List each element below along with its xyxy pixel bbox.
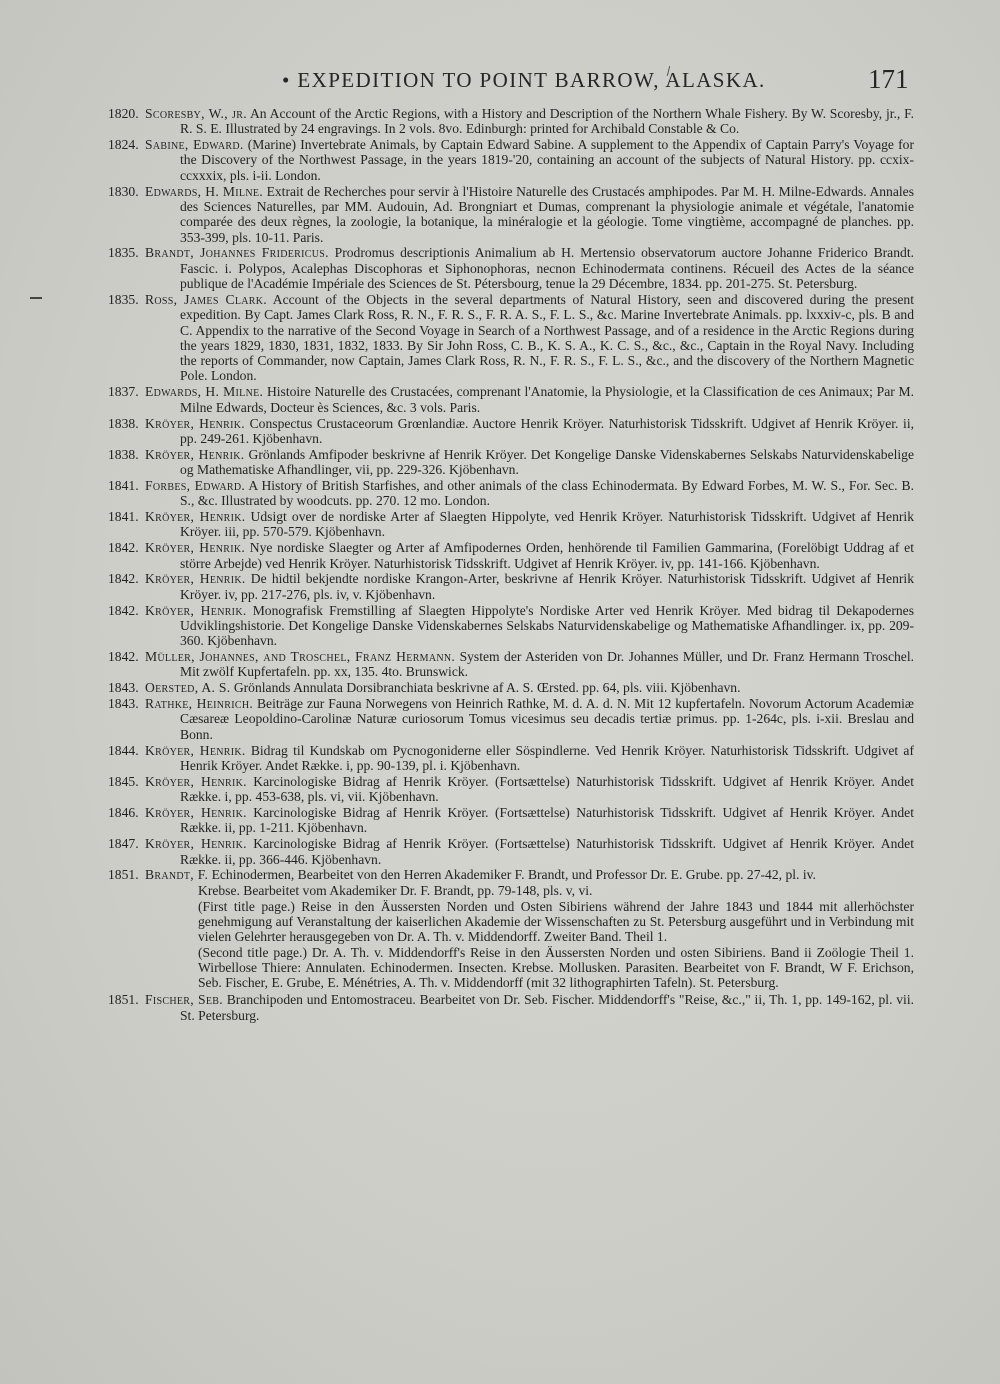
- entry-year: 1842.: [108, 571, 139, 587]
- entry-year: 1846.: [108, 805, 139, 821]
- bibliography-list: [108, 106, 914, 1024]
- entry-text: Nye nordiske Slaegter og Arter af Amfipodernes Orden, henhörende til Familien Gammarina, (Forelöbigt Uddrag af et större Arbejde) ved Henrik Kröyer. Naturhistorisk Tidsskrift. Udgivet af Henrik Kröyer. iv, pp. 141-166. Kjöbenhavn.: [180, 540, 914, 571]
- entry-author: Brandt, F.: [145, 867, 209, 883]
- page-number: 171: [868, 64, 909, 94]
- entry-year: 1847.: [108, 836, 139, 852]
- entry-container: [108, 106, 914, 883]
- entry-text: Karcinologiske Bidrag af Henrik Kröyer. (Fortsættelse) Naturhistorisk Tidsskrift. Udgivet af Henrik Kröyer. Andet Række. ii, pp. 366-446. Kjöbenhavn.: [180, 836, 914, 867]
- margin-dash: [30, 297, 42, 299]
- bibliography-entry: [108, 478, 914, 509]
- brandt-subentries: [108, 883, 914, 990]
- entry-year: 1851.: [108, 992, 139, 1008]
- entry-author: Kröyer, Henrik.: [145, 742, 246, 758]
- entry-year: 1830.: [108, 183, 139, 199]
- entry-text: (Marine) Invertebrate Animals, by Captain Edward Sabine. A supplement to the Appendix of Captain Parry's Voyage for the Discovery of the Northwest Passage, in the years 1819-'20, containing an account of the subjects of Natural History. pp. ccxix-ccxxxix, pls. i-ii. London.: [180, 137, 914, 183]
- entry-author: Rathke, Heinrich.: [145, 696, 254, 712]
- entry-author: Ross, James Clark.: [145, 291, 267, 307]
- entry-author: Kröyer, Henrik.: [145, 602, 247, 618]
- subentry-text: (Second title page.) Dr. A. Th. v. Middendorff's Reise in den Äussersten Norden und osten Sibiriens. Band ii Zoölogie Theil 1. Wirbellose Thiere: Annulaten. Echinodermen. Insecten. Krebse. Mollusken. Parasiten. Bearbeitet von F. Brandt, W F. Erichson, Seb. Fischer, E. Grube, E. Ménétries, A. Th. v. Middendorff (mit 32 lithographirten Tafeln). St. Petersburg.: [198, 944, 914, 991]
- bibliography-entry: [108, 137, 914, 183]
- entry-author: Oersted, A. S.: [145, 680, 231, 696]
- entry-year: 1845.: [108, 773, 139, 789]
- entry-author: Scoresby, W., jr.: [145, 106, 247, 121]
- bibliography-entry: [108, 416, 914, 447]
- entry-text: Grönlands Annulata Dorsibranchiata beskrivne af A. S. Œrsted. pp. 64, pls. viii. Kjöbenhavn.: [230, 680, 741, 696]
- entry-text: De hidtil bekjendte nordiske Krangon-Arter, beskrivne af Henrik Kröyer. Naturhistorisk Tidsskrift. Udgivet af Henrik Kröyer. iv, pp. 217-276, pls. iv, v. Kjöbenhavn.: [180, 571, 914, 602]
- entry-year: 1820.: [108, 106, 139, 121]
- subentry: [180, 899, 914, 945]
- entry-year: 1837.: [108, 384, 139, 400]
- entry-year: 1844.: [108, 742, 139, 758]
- entry-text: Monografisk Fremstilling af Slaegten Hippolyte's Nordiske Arter ved Henrik Kröyer. Med bidrag til Dekapodernes Udviklingshistorie. Det Kongelige Danske Videnskabernes Selskabs Naturvidenskabelige og Mathematiske Afhandlinger. ix, pp. 209-360. Kjöbenhavn.: [180, 602, 914, 649]
- bibliography-entry: [108, 680, 914, 695]
- entry-year: 1843.: [108, 696, 139, 712]
- entry-text: Karcinologiske Bidrag af Henrik Kröyer. (Fortsættelse) Naturhistorisk Tidsskrift. Udgivet af Henrik Kröyer. Andet Række. ii, pp. 1-211. Kjöbenhavn.: [180, 805, 914, 836]
- entry-author: Kröyer, Henrik.: [145, 773, 247, 789]
- entry-author: Brandt, Johannes Fridericus.: [145, 245, 329, 261]
- entry-year: 1843.: [108, 680, 139, 696]
- bibliography-entry: [108, 292, 914, 384]
- bibliography-entry: [108, 509, 914, 540]
- bibliography-entry: [108, 571, 914, 602]
- entry-text: A History of British Starfishes, and other animals of the class Echinodermata. By Edward Forbes, M. W. S., For. Sec. B. S., &c. Illustrated by woodcuts. pp. 270. 12 mo. London.: [180, 477, 914, 509]
- subentry-text: (First title page.) Reise in den Äussersten Norden und Osten Sibiriens während der Jahre 1843 und 1844 mit allerhöchster genehmigung auf Veranstaltung der kaiserlichen Akademie der Wissenschaften zu St. Petersburg ausgeführt und in Verbindung mit vielen Gelehrter herausgegeben von Dr. A. Th. v. Middendorff. Zweiter Band. Theil 1.: [198, 898, 914, 945]
- bibliography-entry: [108, 447, 914, 478]
- entry-text: Extrait de Recherches pour servir à l'Histoire Naturelle des Crustacés amphipodes. Par M. H. Milne-Edwards. Annales des Sciences Naturelles, par MM. Audouin, Ad. Brongniart et Dumas, comprenant la physiologie animale et végétale, l'anatomie comparée des deux règnes, la zoologie, la botanique, la minéralogie et la géologie. Tome vingtième, accompagné de planches. pp. 353-399, pls. 10-11. Paris.: [180, 183, 914, 245]
- entry-year: 1842.: [108, 602, 139, 618]
- entry-year: 1841.: [108, 477, 139, 493]
- entry-text: Udsigt over de nordiske Arter af Slaegten Hippolyte, ved Henrik Kröyer. Naturhistorisk Tidsskrift. Udgivet af Henrik Kröyer. iii, pp. 570-579. Kjöbenhavn.: [180, 509, 914, 540]
- entry-author: Edwards, H. Milne.: [145, 384, 264, 400]
- bibliography-entry: [108, 384, 914, 415]
- entry-year: 1838.: [108, 415, 139, 431]
- entry-year: 1835.: [108, 245, 139, 261]
- subentry-text: Krebse. Bearbeitet vom Akademiker Dr. F. Brandt, pp. 79-148, pls. v, vi.: [198, 883, 593, 899]
- running-title: • EXPEDITION TO POINT BARROW, ALASKA.: [282, 68, 766, 92]
- subentry: [180, 945, 914, 991]
- entry-year: 1838.: [108, 446, 139, 462]
- entry-author: Kröyer, Henrik.: [145, 509, 246, 525]
- page-header: [0, 62, 1000, 102]
- entry-year: 1842.: [108, 649, 139, 665]
- bibliography-entry: [108, 184, 914, 245]
- bibliography-entry: [108, 603, 914, 649]
- entry-text: An Account of the Arctic Regions, with a History and Description of the Northern Whale Fishery. By W. Scoresby, jr., F. R. S. E. Illustrated by 24 engravings. In 2 vols. 8vo. Edinburgh: printed for Archibald Constable & Co.: [180, 106, 914, 137]
- entry-author: Kröyer, Henrik.: [145, 836, 247, 852]
- entry-author: Fischer, Seb.: [145, 992, 223, 1008]
- entry-author: Edwards, H. Milne.: [145, 183, 263, 199]
- entry-year: 1835.: [108, 291, 139, 307]
- bibliography-entry: [108, 774, 914, 805]
- bibliography-entry: [108, 805, 914, 836]
- bibliography-entry: [108, 649, 914, 680]
- entry-text: Account of the Objects in the several departments of Natural History, seen and discovered during the present expedition. By Capt. James Clark Ross, R. N., F. R. S., F. R. A. S., F. L. S., &c. Marine Invertebrate Animals. pp. lxxxiv-c, pls. B and C. Appendix to the narrative of the Second Voyage in Search of a Northwest Passage, and of a residence in the Arctic Regions during the years 1829, 1830, 1831, 1832, 1833. By Sir John Ross, C. B., K. S. A., K. C. S., &c., &c., Captain in the Royal Navy. Including the reports of Commander, now Captain, James Clark Ross, R. N., F. R. S., F. L. S., &c., and the discovery of the Northern Magnetic Pole. London.: [180, 291, 914, 384]
- entry-text: Prodromus descriptionis Animalium ab H. Mertensio observatorum auctore Johanne Friderico Brandt. Fascic. i. Polypos, Acalephas Discophoras et Siphonophoras, necnon Echinodermata continens. Récueil des Actes de la séance publique de l'Académie Impériale des Sciences de St. Pétersbourg, tenue la 29 Décembre, 1834. pp. 201-275. St. Petersburg.: [180, 245, 914, 292]
- entry-text: Echinodermen, Bearbeitet von den Herren Akademiker F. Brandt, und Professor Dr. E. Grube. pp. 27-42, pl. iv.: [208, 867, 816, 883]
- bibliography-entry: [108, 992, 914, 1023]
- entry-text: Branchipoden und Entomostraceu. Bearbeitet von Dr. Seb. Fischer. Middendorff's "Reise, &c.," ii, Th. 1, pp. 149-162, pl. vii. St. Petersburg.: [180, 992, 914, 1023]
- entry-text: Grönlands Amfipoder beskrivne af Henrik Kröyer. Det Kongelige Danske Videnskabernes Selskabs Naturvidenskabelige og Mathematiske Afhandlinger, vii, pp. 229-326. Kjöbenhavn.: [180, 446, 914, 477]
- entry-text: Beiträge zur Fauna Norwegens von Heinrich Rathke, M. d. A. d. N. Mit 12 kupfertafeln. Novorum Actorum Academiæ Cæsareæ Leopoldino-Carolinæ Naturæ curiosorum Tomus vicesimus seu decadis tertiæ primus. pp. 1-264c, pls. i-xii. Breslau and Bonn.: [180, 696, 914, 742]
- bibliography-entry: [108, 245, 914, 291]
- bibliography-entry: [108, 743, 914, 774]
- bibliography-entry: [108, 696, 914, 742]
- entry-author: Kröyer, Henrik.: [145, 415, 245, 431]
- entry-text: System der Asteriden von Dr. Johannes Müller, und Dr. Franz Hermann Troschel. Mit zwölf Kupfertafeln. pp. xx, 135. 4to. Brunswick.: [180, 649, 914, 680]
- bibliography-entry: [108, 106, 914, 137]
- subentry: [180, 883, 914, 898]
- entry-year: 1824.: [108, 137, 139, 153]
- bibliography-entry: [108, 836, 914, 867]
- entry-year: 1842.: [108, 540, 139, 556]
- entry-author: Forbes, Edward.: [145, 477, 246, 493]
- bibliography-entry: [108, 540, 914, 571]
- entry-author: Sabine, Edward.: [145, 137, 244, 153]
- entry-text: Karcinologiske Bidrag af Henrik Kröyer. (Fortsættelse) Naturhistorisk Tidsskrift. Udgivet af Henrik Kröyer. Andet Række. i, pp. 453-638, pls. vi, vii. Kjöbenhavn.: [180, 773, 914, 805]
- entry-author: Kröyer, Henrik.: [145, 571, 246, 587]
- entry-year: 1841.: [108, 509, 139, 525]
- entry-author: Kröyer, Henrik.: [145, 446, 245, 462]
- bibliography-entry: [108, 867, 914, 882]
- entry-text: Histoire Naturelle des Crustacées, comprenant l'Anatomie, la Physiologie, et la Classification de ces Animaux; Par M. Milne Edwards, Docteur ès Sciences, &c. 3 vols. Paris.: [180, 384, 914, 415]
- entry-text: Bidrag til Kundskab om Pycnogoniderne eller Söspindlerne. Ved Henrik Kröyer. Naturhistorisk Tidsskrift. Udgivet af Henrik Kröyer. Andet Række. i, pp. 90-139, pl. i. Kjöbenhavn.: [180, 742, 914, 773]
- entry-author: Müller, Johannes, and Troschel, Franz Hermann.: [145, 649, 456, 665]
- entry-author: Kröyer, Henrik.: [145, 540, 246, 556]
- entry-text: Conspectus Crustaceorum Grœnlandiæ. Auctore Henrik Kröyer. Naturhistorisk Tidsskrift. Udgivet af Henrik Kröyer. ii, pp. 249-261. Kjöbenhavn.: [180, 415, 914, 446]
- entry-year: 1851.: [108, 867, 139, 883]
- entry-author: Kröyer, Henrik.: [145, 805, 247, 821]
